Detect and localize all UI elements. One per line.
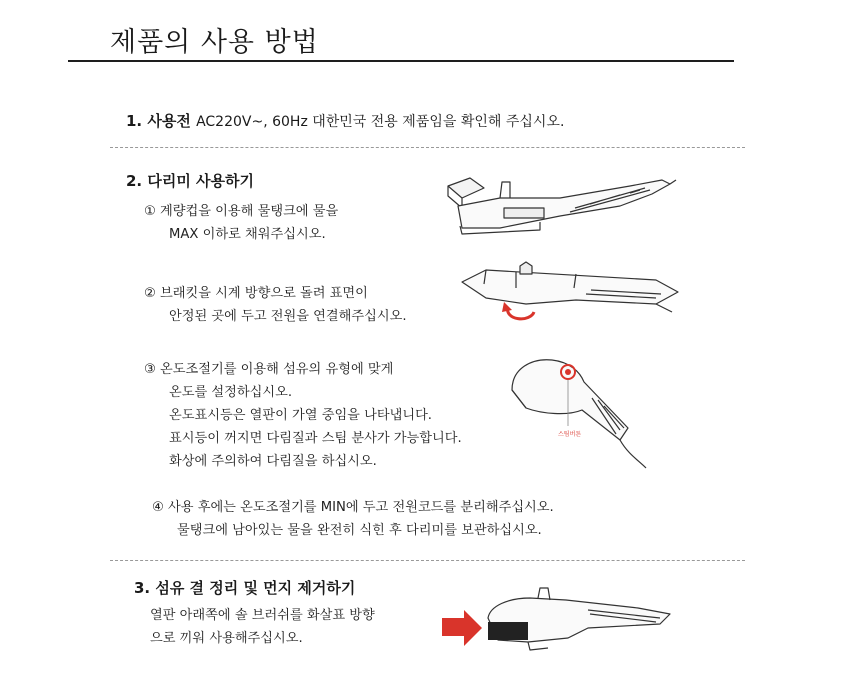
section1-text: AC220V~, 60Hz 대한민국 전용 제품임을 확인해 주십시오. [196, 114, 565, 130]
step-2-line-2: 안정된 곳에 두고 전원을 연결해주십시오. [169, 309, 407, 324]
step-3-number: ③ [144, 362, 156, 377]
indicator-label: 스팀버튼 [558, 431, 582, 438]
step-4-line-1: 사용 후에는 온도조절기를 MIN에 두고 전원코드를 분리해주십시오. [168, 500, 554, 515]
step-3-line-1: 온도조절기를 이용해 섬유의 유형에 맞게 [160, 362, 394, 377]
step-2-number: ② [144, 286, 156, 301]
brush-attachment [488, 622, 528, 640]
steamer-brush-illustration [438, 578, 678, 658]
section1-heading: 1. 사용전 [126, 112, 191, 130]
steamer-fill-illustration [440, 168, 680, 248]
step-4 [152, 496, 554, 542]
step-3-line-4: 표시등이 꺼지면 다림질과 스팀 분사가 가능합니다. [169, 431, 462, 446]
measuring-cup-icon [448, 178, 484, 198]
step-1-number: ① [144, 204, 156, 219]
section3-body [150, 604, 375, 650]
step-1 [144, 200, 338, 246]
step-2 [144, 282, 407, 328]
page-title: 제품의 사용 방법 [110, 27, 319, 58]
step-4-number: ④ [152, 500, 164, 515]
step-3-line-5: 화상에 주의하여 다림질을 하십시오. [169, 454, 377, 469]
step-3-line-3: 온도표시등은 열판이 가열 중임을 나타냅니다. [169, 408, 433, 423]
section3-line-1: 열판 아래쪽에 솔 브러쉬를 화살표 방향 [150, 608, 375, 623]
step-3-line-2: 온도를 설정하십시오. [169, 385, 293, 400]
steamer-bracket-illustration [456, 258, 686, 328]
step-4-line-2: 물탱크에 남아있는 물을 완전히 식힌 후 다리미를 보관하십시오. [177, 523, 542, 538]
direction-arrow-icon [442, 610, 482, 646]
section-divider-2 [110, 560, 745, 561]
section-divider-1 [110, 147, 745, 148]
title-divider [68, 60, 734, 62]
section2-heading: 2. 다리미 사용하기 [126, 172, 255, 190]
steamer-indicator-illustration [498, 350, 648, 480]
section3-heading: 3. 섬유 결 정리 및 먼지 제거하기 [134, 579, 356, 597]
step-3 [144, 358, 462, 473]
arrow-head-icon [502, 302, 512, 312]
step-2-line-1: 브래킷을 시계 방향으로 돌려 표면이 [160, 286, 368, 301]
section1 [126, 110, 564, 131]
step-1-line-2: MAX 이하로 채워주십시오. [169, 227, 326, 242]
section3-line-2: 으로 끼워 사용해주십시오. [150, 631, 303, 646]
step-1-line-1: 계량컵을 이용해 물탱크에 물을 [160, 204, 339, 219]
